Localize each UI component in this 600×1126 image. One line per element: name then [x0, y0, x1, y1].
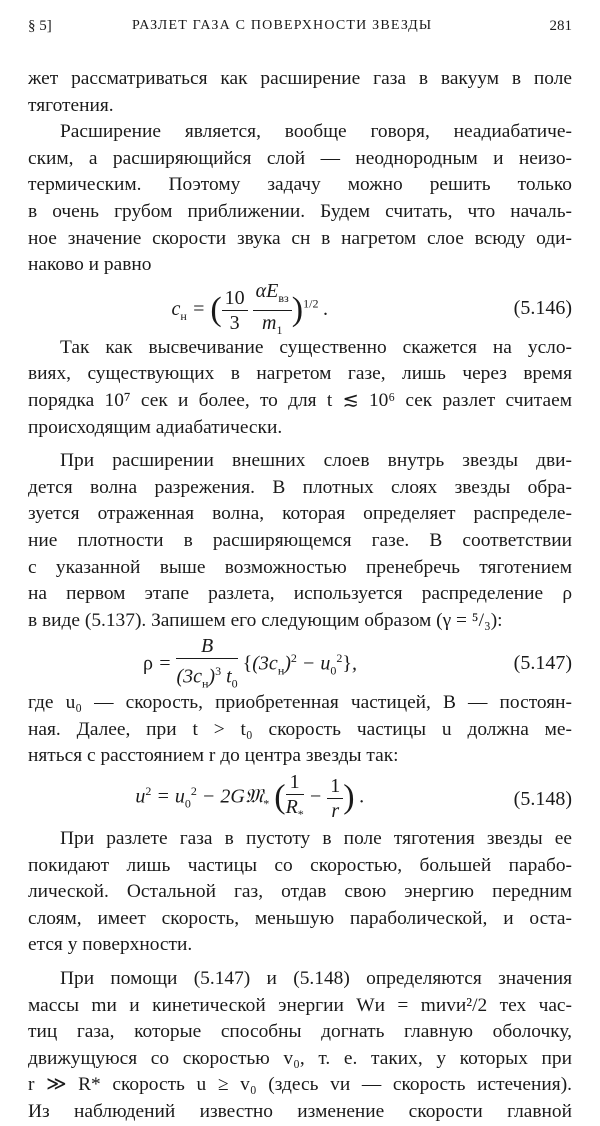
equation-body: $c_н$ = ( $\frac{10}{3}$ $\frac{\alpha E_{вз}}{m_1}$ )$^{1/2}$ .	[171, 279, 329, 337]
paragraph-5	[28, 690, 572, 770]
paragraph-4	[28, 448, 572, 634]
text-line: Расширение является, вообще говоря, неадиабатиче-	[60, 121, 572, 143]
paragraph-6	[28, 826, 572, 959]
text-line: в очень грубом приближении. Будем считать, что началь-	[28, 200, 572, 222]
paragraph-2	[28, 119, 572, 279]
text-line: тиц газа, которые способны догнать главную оболочку,	[28, 1021, 572, 1043]
text-line: происходящим адиабатически.	[28, 416, 283, 438]
section-number: § 5]	[28, 18, 52, 34]
text-line: ским, а расширяющийся слой — неоднородным и неизо-	[28, 147, 572, 169]
text-line: слоям, имеет скорость, меньшую параболической, и оста-	[28, 907, 572, 929]
text-line: с указанной выше возможностью пренебречь тяготением	[28, 556, 572, 578]
text-line: покидают лишь частицы со скоростью, большей парабо-	[28, 854, 572, 876]
text-line: наково и равно	[28, 254, 152, 276]
equation-number: (5.148)	[513, 788, 572, 811]
text-line: зуется отраженная волна, которая определяет распределе-	[28, 503, 572, 525]
equation-body: ρ = $\frac{B}{(3c_н)^3 t_0}$ $\{(3c_н)^2 - u_0^2\}$,	[142, 635, 358, 691]
page-body	[28, 66, 572, 1126]
text-line: При расширении внешних слоев внутрь звезды дви-	[60, 450, 572, 472]
text-line: дется волна разрежения. В плотных слоях звезды обра-	[28, 476, 572, 498]
text-line: виях, существующих в нагретом газе, лишь через время	[28, 363, 572, 385]
text-line: где u₀ — скорость, приобретенная частицей, B — постоян-	[28, 692, 572, 714]
text-line: ется у поверхности.	[28, 934, 193, 956]
page-number: 281	[549, 18, 572, 34]
text-line: няться с расстоянием r до центра звезды так:	[28, 745, 399, 767]
text-line: на первом этапе разлета, используется распределение ρ	[28, 583, 572, 605]
equation-number: (5.147)	[513, 652, 572, 675]
equation-5-146	[28, 279, 572, 335]
text-line: При разлете газа в пустоту в поле тяготения звезды ее	[60, 828, 572, 850]
text-line: порядка 10⁷ сек и более, то для t ≲ 10⁶ сек разлет считаем	[28, 389, 572, 411]
text-line: ное значение скорости звука cн в нагретом слое всюду оди-	[28, 227, 572, 249]
equation-5-148	[28, 770, 572, 826]
running-title: РАЗЛЕТ ГАЗА С ПОВЕРХНОСТИ ЗВЕЗДЫ	[132, 18, 433, 33]
paragraph-7	[28, 966, 572, 1126]
equation-number: (5.146)	[513, 296, 572, 319]
text-line: массы mи и кинетической энергии Wи = mиvи²/2 тех час-	[28, 994, 572, 1016]
text-line: ние плотности в расширяющемся газе. В соответствии	[28, 529, 572, 551]
text-line: Так как высвечивание существенно скажется на усло-	[60, 336, 572, 358]
running-header	[28, 18, 572, 40]
text-line: r ≫ R* скорость u ≥ v₀ (здесь vи — скорость истечения).	[28, 1074, 572, 1096]
text-line: Из наблюдений известно изменение скорости главной	[28, 1101, 572, 1122]
text-line: в виде (5.137). Запишем его следующим образом (γ = ⁵/₃):	[28, 609, 503, 631]
text-line: тяготения.	[28, 94, 114, 116]
text-line: жет рассматриваться как расширение газа в вакуум в поле	[28, 68, 572, 89]
text-line: При помощи (5.147) и (5.148) определяются значения	[60, 968, 572, 990]
paragraph-3	[28, 335, 572, 441]
text-line: ная. Далее, при t > t₀ скорость частицы u должна ме-	[28, 718, 572, 740]
paragraph-1	[28, 66, 572, 119]
text-line: термическим. Поэтому задачу можно решить только	[28, 174, 572, 196]
equation-body: $u^2 = u_0^2$ − 2G𝔐$_*$ ( $\frac{1}{R_*}$ − $\frac{1}{r}$ ) .	[135, 771, 365, 822]
text-line: движущуюся со скоростью v₀, т. е. таких, у которых при	[28, 1047, 572, 1069]
equation-5-147	[28, 634, 572, 690]
text-line: лической. Остальной газ, отдав свою энергию передним	[28, 881, 572, 903]
